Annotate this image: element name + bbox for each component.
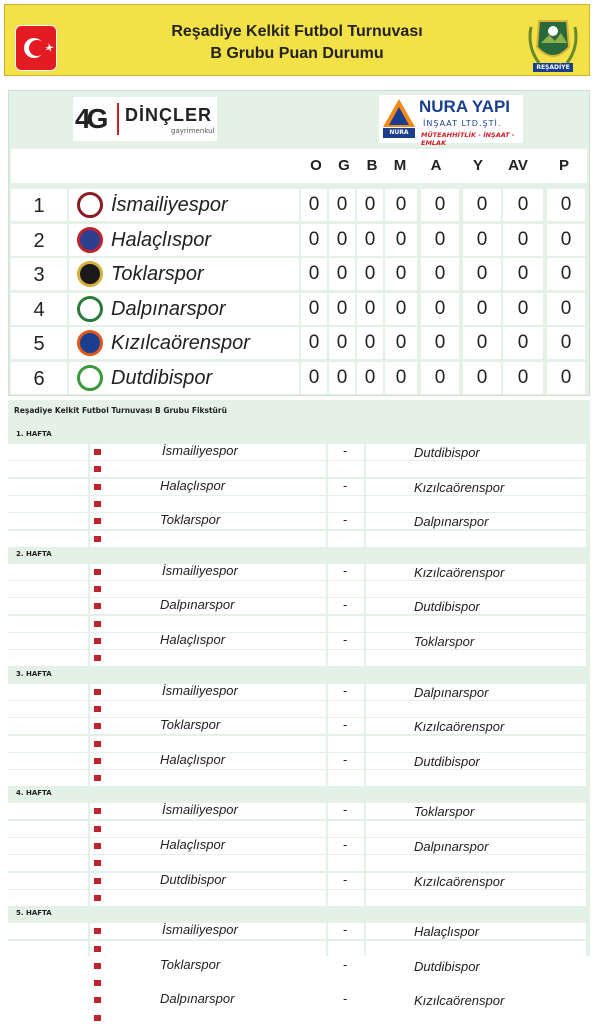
fixture-cell (8, 479, 88, 495)
sponsor-nura-logo (379, 95, 523, 147)
bullet-icon (94, 638, 101, 644)
away-team: Dalpınarspor (414, 684, 489, 700)
home-team: Dalpınarspor (160, 597, 235, 613)
stat-cell: 0 (547, 258, 585, 290)
title-banner (4, 4, 590, 76)
stat-cell: 0 (503, 189, 543, 221)
fixture-cell (328, 975, 364, 991)
home-team: Toklarspor (160, 956, 221, 972)
bullet-icon (94, 1015, 101, 1021)
match-separator: - (343, 803, 348, 818)
fixture-cell (8, 873, 88, 889)
fixture-cell (8, 1010, 88, 1026)
bullet-icon (94, 484, 101, 490)
team-badge-icon (77, 227, 103, 253)
fixture-cell (8, 855, 88, 871)
fixture-cell (90, 975, 326, 991)
fixture-cell (328, 531, 364, 547)
away-team: Kızılcaörenspor (414, 719, 505, 735)
stat-cell: 0 (463, 224, 501, 256)
fixture-spacer-row (8, 855, 588, 871)
fixture-title: Reşadiye Kelkit Futbol Turnuvası B Grubu Fikstürü (14, 406, 227, 415)
home-team: Halaçlıspor (160, 837, 226, 852)
stat-cell: 0 (357, 189, 383, 221)
stat-cell: 0 (301, 362, 327, 394)
stat-cell: 0 (421, 362, 459, 394)
fixture-cell (8, 444, 88, 460)
fixture-cell (90, 496, 326, 512)
away-team: Kızılcaörenspor (414, 479, 505, 495)
stat-cell: 0 (329, 362, 355, 394)
fixture-cell (90, 650, 326, 666)
fixture-cell (366, 650, 586, 666)
fixture-cell (90, 736, 326, 752)
stat-cell: 0 (421, 224, 459, 256)
fixture-cell (8, 461, 88, 477)
stat-cell: 0 (421, 293, 459, 325)
away-team: Toklarspor (414, 804, 475, 820)
fixture-spacer-row (8, 650, 588, 666)
fixture-cell (90, 821, 326, 837)
fixture-cell (366, 855, 586, 871)
match-separator: - (343, 563, 348, 578)
stat-cell: 0 (385, 327, 417, 359)
home-team: Halaçlıspor (160, 632, 226, 647)
fixture-cell (8, 941, 88, 957)
col-header: P (558, 157, 569, 174)
bullet-icon (94, 706, 101, 712)
bullet-icon (94, 621, 101, 627)
dincler-mark: 4G (75, 103, 105, 134)
team-badge-icon (77, 330, 103, 356)
bullet-icon (94, 946, 101, 952)
fixture-row (8, 444, 588, 460)
bullet-icon (94, 928, 101, 934)
fixture-spacer-row (8, 531, 588, 547)
fixture-row (8, 873, 588, 889)
match-separator: - (343, 992, 348, 1007)
fixture-cell (366, 941, 586, 957)
fixture-cell (8, 598, 88, 614)
dincler-sub: gayrimenkul (171, 127, 215, 135)
stat-cell: 0 (329, 189, 355, 221)
fixture-spacer-row (8, 770, 588, 786)
fixture-row (8, 598, 588, 614)
fixture-cell (8, 616, 88, 632)
team-cell (69, 258, 299, 290)
fixture-row (8, 564, 588, 580)
fixture-cell (90, 890, 326, 906)
stat-cell: 0 (385, 293, 417, 325)
match-separator: - (343, 752, 348, 767)
fixture-cell (8, 684, 88, 700)
fixture-row (8, 479, 588, 495)
nura-sub1: İNŞAAT LTD.ŞTİ. (423, 119, 502, 128)
fixture-cell (8, 890, 88, 906)
bullet-icon (94, 536, 101, 542)
fixture-spacer-row (8, 701, 588, 717)
away-team: Dutdibispor (414, 958, 480, 974)
team-cell (69, 224, 299, 256)
fixture-cell (90, 770, 326, 786)
stat-cell: 0 (463, 258, 501, 290)
fixture-cell (366, 616, 586, 632)
col-header: B (366, 157, 378, 174)
fixture-cell (328, 616, 364, 632)
team-name: Kızılcaörenspor (111, 332, 250, 355)
fixture-cell (328, 821, 364, 837)
home-team: Dalpınarspor (160, 991, 235, 1007)
nura-sub2: MÜTEAHHİTLİK - İNŞAAT - EMLAK (421, 131, 515, 147)
fixture-cell (366, 736, 586, 752)
team-name: Toklarspor (111, 263, 204, 286)
match-separator: - (343, 513, 348, 528)
stat-cell: 0 (463, 327, 501, 359)
fixture-spacer-row (8, 496, 588, 512)
fixture-row (8, 803, 588, 819)
standings-table (8, 90, 590, 396)
fixture-cell (90, 855, 326, 871)
match-separator: - (343, 478, 348, 493)
fixture-cell (8, 581, 88, 597)
bullet-icon (94, 980, 101, 986)
stat-cell: 0 (329, 224, 355, 256)
fixture-cell (8, 513, 88, 529)
team-badge-icon (77, 296, 103, 322)
home-team: Toklarspor (160, 512, 221, 528)
match-separator: - (343, 444, 348, 458)
fixture-cell (8, 803, 88, 819)
team-cell (69, 327, 299, 359)
away-team: Toklarspor (414, 634, 475, 649)
match-separator: - (343, 957, 348, 972)
fixture-row (8, 923, 588, 939)
stat-cell: 0 (503, 327, 543, 359)
rank-cell: 6 (11, 362, 67, 394)
bullet-icon (94, 569, 101, 575)
fixture-spacer-row (8, 736, 588, 752)
fixture-cell (90, 941, 326, 957)
stat-cell: 0 (385, 189, 417, 221)
stat-cell: 0 (301, 293, 327, 325)
match-separator: - (343, 838, 348, 852)
fixture-spacer-row (8, 461, 588, 477)
home-team: Halaçlıspor (160, 751, 226, 767)
stat-cell: 0 (503, 224, 543, 256)
fixture-cell (8, 821, 88, 837)
stat-cell: 0 (385, 224, 417, 256)
stat-cell: 0 (301, 258, 327, 290)
bullet-icon (94, 723, 101, 729)
fixture-cell (366, 461, 586, 477)
fixture-cell (8, 736, 88, 752)
stat-cell: 0 (357, 327, 383, 359)
stat-cell: 0 (329, 327, 355, 359)
fixture-cell (8, 992, 88, 1008)
away-team: Dalpınarspor (414, 839, 489, 854)
fixture-cell (366, 803, 586, 819)
home-team: İsmailiyespor (162, 802, 238, 818)
bullet-icon (94, 741, 101, 747)
fixture-cell (366, 770, 586, 786)
home-team: İsmailiyespor (162, 562, 238, 578)
nura-logo-text: NURA (389, 129, 409, 136)
stat-cell: 0 (503, 362, 543, 394)
fixture-cell (8, 531, 88, 547)
rank-cell: 5 (11, 327, 67, 359)
bullet-icon (94, 586, 101, 592)
team-badge-icon (77, 365, 103, 391)
stat-cell: 0 (329, 293, 355, 325)
stat-cell: 0 (463, 189, 501, 221)
fixture-cell (8, 770, 88, 786)
fixture-cell (8, 753, 88, 769)
match-separator: - (343, 872, 348, 887)
bullet-icon (94, 775, 101, 781)
fixture-row (8, 633, 588, 649)
bullet-icon (94, 603, 101, 609)
col-header: M (393, 157, 407, 174)
match-separator: - (343, 598, 348, 613)
stat-cell: 0 (385, 258, 417, 290)
week-label: 2. HAFTA (16, 549, 52, 558)
team-cell (69, 293, 299, 325)
dincler-name: DİNÇLER (125, 105, 212, 125)
team-name: Dutdibispor (111, 367, 213, 389)
fixture-spacer-row (8, 581, 588, 597)
week-label: 3. HAFTA (16, 669, 52, 678)
standings-row (11, 189, 587, 221)
stat-cell: 0 (357, 224, 383, 256)
stat-cell: 0 (357, 293, 383, 325)
fixture-cell (328, 461, 364, 477)
home-team: Halaçlıspor (160, 477, 226, 493)
col-header: Y (472, 157, 483, 174)
fixture-cell (328, 941, 364, 957)
fixture-cell (366, 581, 586, 597)
rank-cell: 3 (11, 258, 67, 290)
fixture-cell (328, 496, 364, 512)
stat-cell: 0 (503, 258, 543, 290)
fixture-cell (90, 461, 326, 477)
bullet-icon (94, 997, 101, 1003)
sponsor-dincler-logo (73, 97, 217, 141)
fixture-cell (366, 975, 586, 991)
crest-label: REŞADİYE (536, 64, 570, 71)
fixture-cell (90, 616, 326, 632)
fixture-cell (8, 923, 88, 939)
fixture-cell (328, 1010, 364, 1026)
stat-cell: 0 (421, 258, 459, 290)
away-team: Kızılcaörenspor (414, 993, 505, 1009)
dincler-divider (117, 103, 119, 135)
rank-cell: 4 (11, 293, 67, 325)
bullet-icon (94, 689, 101, 695)
fixture-spacer-row (8, 1010, 588, 1026)
fixture-cell (8, 958, 88, 974)
match-separator: - (343, 923, 348, 938)
team-name: Dalpınarspor (111, 297, 226, 320)
rank-cell: 1 (11, 189, 67, 221)
away-team: Halaçlıspor (414, 924, 480, 940)
nura-name: NURA YAPI (419, 97, 511, 116)
fixture-cell (366, 821, 586, 837)
standings-row (11, 293, 587, 325)
stat-cell: 0 (385, 362, 417, 394)
stat-cell: 0 (547, 293, 585, 325)
col-header: O (310, 157, 322, 174)
stat-cell: 0 (301, 224, 327, 256)
page-subtitle: B Grubu Puan Durumu (210, 45, 384, 62)
standings-row (11, 327, 587, 359)
team-cell (69, 189, 299, 221)
fixture-spacer-row (8, 975, 588, 991)
stat-cell: 0 (547, 189, 585, 221)
bullet-icon (94, 449, 101, 455)
col-header: G (338, 157, 350, 174)
fixture-cell (8, 496, 88, 512)
bullet-icon (94, 501, 101, 507)
standings-header-row (11, 149, 587, 183)
fixture-cell (328, 890, 364, 906)
fixture-cell (90, 1010, 326, 1026)
fixture-cell (8, 718, 88, 734)
stat-cell: 0 (329, 258, 355, 290)
home-team: İsmailiyespor (162, 922, 238, 938)
fixture-cell (90, 581, 326, 597)
fixture-row (8, 838, 588, 854)
stat-cell: 0 (547, 362, 585, 394)
stat-cell: 0 (301, 189, 327, 221)
match-separator: - (343, 718, 348, 733)
standings-row (11, 258, 587, 290)
stat-cell: 0 (357, 362, 383, 394)
bullet-icon (94, 843, 101, 849)
fixture-spacer-row (8, 890, 588, 906)
stat-cell: 0 (421, 189, 459, 221)
week-label: 4. HAFTA (16, 789, 52, 798)
match-separator: - (343, 633, 348, 647)
fixture-cell (328, 701, 364, 717)
team-name: İsmailiyespor (111, 194, 228, 216)
stat-cell: 0 (463, 362, 501, 394)
fixture-cell (328, 581, 364, 597)
fixture-cell (90, 701, 326, 717)
stat-cell: 0 (301, 327, 327, 359)
stat-cell: 0 (463, 293, 501, 325)
fixture-row (8, 718, 588, 734)
fixture-cell (8, 633, 88, 649)
fixture-list (8, 400, 590, 1009)
fixture-cell (328, 650, 364, 666)
fixture-cell (366, 633, 586, 649)
fixture-row (8, 684, 588, 700)
away-team: Kızılcaörenspor (414, 873, 505, 889)
fixture-spacer-row (8, 616, 588, 632)
fixture-row (8, 753, 588, 769)
col-header: AV (508, 157, 528, 174)
team-badge-icon (77, 261, 103, 287)
week-label: 5. HAFTA (16, 909, 52, 918)
bullet-icon (94, 963, 101, 969)
home-team: Toklarspor (160, 717, 221, 733)
bullet-icon (94, 655, 101, 661)
fixture-row (8, 992, 588, 1008)
stat-cell: 0 (357, 258, 383, 290)
bullet-icon (94, 808, 101, 814)
bullet-icon (94, 826, 101, 832)
away-team: Dalpınarspor (414, 514, 489, 530)
bullet-icon (94, 466, 101, 472)
fixture-cell (8, 975, 88, 991)
bullet-icon (94, 860, 101, 866)
week-label: 1. HAFTA (16, 430, 52, 438)
stat-cell: 0 (547, 327, 585, 359)
fixture-row (8, 958, 588, 974)
home-team: İsmailiyespor (162, 682, 238, 698)
page-title: Reşadiye Kelkit Futbol Turnuvası (171, 23, 423, 40)
col-header: A (430, 157, 442, 174)
home-team: Dutdibispor (160, 871, 226, 887)
fixture-cell (366, 890, 586, 906)
fixture-row (8, 513, 588, 529)
home-team: İsmailiyespor (162, 443, 238, 458)
fixture-cell (328, 855, 364, 871)
fixture-cell (8, 564, 88, 580)
standings-row (11, 224, 587, 256)
team-name: Halaçlıspor (111, 228, 212, 251)
fixture-cell (8, 701, 88, 717)
fixture-cell (366, 496, 586, 512)
stat-cell: 0 (421, 327, 459, 359)
standings-row (11, 362, 587, 394)
away-team: Kızılcaörenspor (414, 564, 505, 580)
fixture-cell (366, 1010, 586, 1026)
fixture-cell (8, 650, 88, 666)
team-badge-icon (77, 192, 103, 218)
rank-cell: 2 (11, 224, 67, 256)
team-cell (69, 362, 299, 394)
bullet-icon (94, 758, 101, 764)
fixture-cell (328, 770, 364, 786)
stat-cell: 0 (503, 293, 543, 325)
away-team: Dutdibispor (414, 445, 480, 460)
fixture-cell (366, 531, 586, 547)
bullet-icon (94, 895, 101, 901)
resadiye-crest-icon (525, 13, 581, 75)
match-separator: - (343, 683, 348, 698)
fixture-cell (366, 701, 586, 717)
away-team: Dutdibispor (414, 599, 480, 615)
away-team: Dutdibispor (414, 753, 480, 769)
fixture-cell (8, 838, 88, 854)
fixture-spacer-row (8, 941, 588, 957)
fixture-spacer-row (8, 821, 588, 837)
bullet-icon (94, 518, 101, 524)
bullet-icon (94, 878, 101, 884)
stat-cell: 0 (547, 224, 585, 256)
fixture-cell (328, 736, 364, 752)
fixture-cell (90, 531, 326, 547)
